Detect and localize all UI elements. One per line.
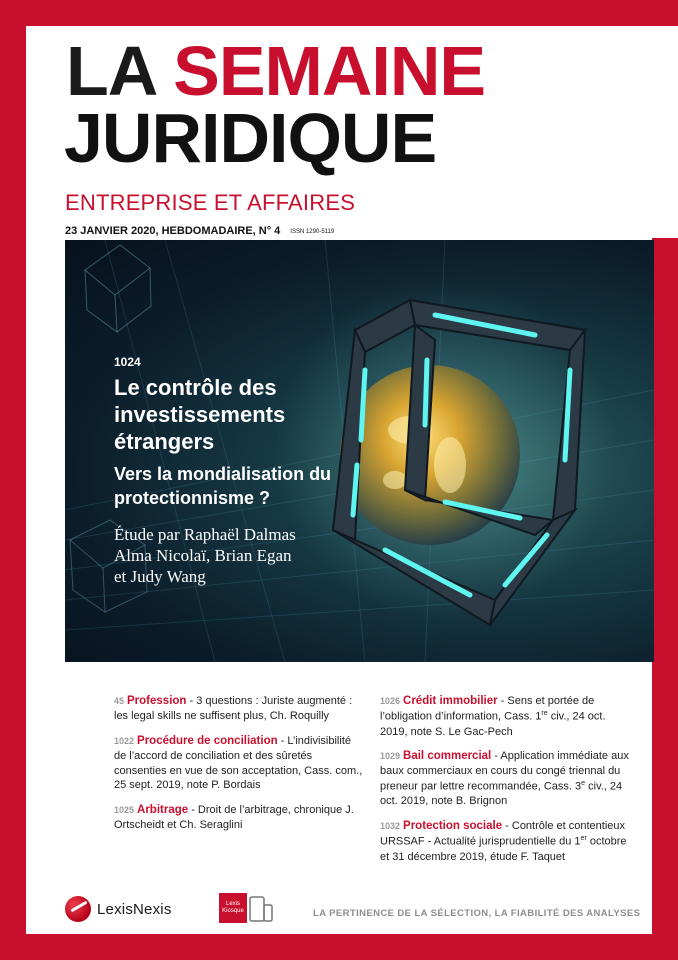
frame-right-bar xyxy=(652,238,678,960)
feature-title-line: investissements xyxy=(114,401,286,427)
toc-entry-text: - Droit de l’arbitrage, chronique J. Ortscheidt et Ch. Seraglini xyxy=(114,804,354,832)
masthead-juridique: JURIDIQUE xyxy=(64,99,437,177)
frame-top-bar xyxy=(0,0,678,26)
toc-entry-number: 45 xyxy=(114,696,125,706)
toc-entry-number: 1025 xyxy=(114,805,135,816)
toc-entry-heading: Procédure de conciliation xyxy=(137,734,278,747)
feature-subtitle xyxy=(114,463,434,509)
toc-entry-text: - Application immédiate aux baux commerciaux en cours du congé triennal du preneur par lettre recommandée, Cass. 3 xyxy=(380,750,629,793)
toc-entry-conciliation[interactable] xyxy=(114,734,366,793)
toc-entry-profession[interactable] xyxy=(114,694,366,724)
issn: ISSN 1290-5119 xyxy=(290,229,335,235)
toc-entry-credit-immobilier[interactable] xyxy=(380,694,632,739)
feature-title-line: étrangers xyxy=(114,428,215,454)
toc-entry-bail-commercial[interactable] xyxy=(380,749,632,809)
tablet-phone-icon xyxy=(249,895,273,925)
toc-entry-text: civ., 24 oct. 2019, note B. Brignon xyxy=(380,780,623,808)
feature-author-line: Étude par Raphaël Dalmas xyxy=(114,524,296,544)
feature-authors xyxy=(114,524,434,588)
toc-entry-heading: Crédit immobilier xyxy=(403,695,498,707)
toc-entry-heading: Bail commercial xyxy=(403,750,492,763)
toc-entry-text: - Sens et portée de l’obligation d’information, Cass. 1 xyxy=(380,695,595,723)
lexisnexis-wordmark: LexisNexis xyxy=(97,900,172,918)
toc-entry-arbitrage[interactable] xyxy=(114,803,366,833)
toc-entry-number: 1026 xyxy=(380,696,401,706)
issue-date: 23 JANVIER 2020, HEBDOMADAIRE, N° 4 xyxy=(65,225,281,237)
kiosque-line: Kiosque xyxy=(222,907,244,914)
feature-title xyxy=(114,375,434,455)
toc-entry-text: - 3 questions : Juriste augmenté : les legal skills ne suffisent plus, Ch. Roquilly xyxy=(114,695,353,723)
toc-right-column xyxy=(380,694,632,874)
kiosque-line: Lexis xyxy=(225,901,240,907)
lexisnexis-logo[interactable] xyxy=(65,896,172,922)
feature-subtitle-line: protectionnisme ? xyxy=(114,487,271,508)
feature-author-line: et Judy Wang xyxy=(114,567,206,587)
dateline xyxy=(65,225,334,237)
toc-entry-protection-sociale[interactable] xyxy=(380,819,632,864)
toc-entry-text: civ., 24 oct. 2019, note S. Le Gac-Pech xyxy=(380,710,606,738)
toc-entry-number: 1032 xyxy=(380,821,401,831)
feature-number: 1024 xyxy=(114,355,141,369)
toc-entry-number: 1029 xyxy=(380,751,401,762)
masthead-line-1 xyxy=(66,32,486,110)
toc-entry-sup: er xyxy=(580,835,587,843)
toc-entry-text: - Contrôle et contentieux URSSAF - Actualité jurisprudentielle du 1 xyxy=(380,820,625,848)
feature-subtitle-line: Vers la mondialisation du xyxy=(114,464,332,485)
frame-bottom-bar xyxy=(0,934,678,960)
footer-tagline: LA PERTINENCE DE LA SÉLECTION, LA FIABILITÉ DES ANALYSES xyxy=(313,908,641,919)
edition-title: ENTREPRISE ET AFFAIRES xyxy=(65,190,356,215)
masthead-semaine: SEMAINE xyxy=(173,32,486,110)
toc-entry-heading: Arbitrage xyxy=(137,804,189,817)
feature-author-line: Alma Nicolaï, Brian Egan xyxy=(114,545,292,565)
toc-entry-text: - L’indivisibilité de l’accord de conciliation et des sûretés consenties en vue de son acceptation, Cass. com., 25 sept. 2019, note P. Bordais xyxy=(114,734,363,792)
toc-entry-sup: e xyxy=(581,780,586,788)
masthead-la: LA xyxy=(66,32,155,110)
toc-entry-number: 1022 xyxy=(114,735,135,746)
feature-title-line: Le contrôle des xyxy=(114,375,277,400)
toc-entry-sup: re xyxy=(541,710,548,718)
toc-left-column xyxy=(114,694,366,843)
lexis-kiosque-badge[interactable] xyxy=(219,893,247,923)
toc-entry-heading: Protection sociale xyxy=(403,820,503,832)
frame-left-bar xyxy=(0,0,26,960)
feature-article[interactable] xyxy=(114,355,434,587)
toc-entry-heading: Profession xyxy=(127,695,187,707)
lexisnexis-globe-icon xyxy=(65,896,91,922)
toc-entry-text: octobre et 31 décembre 2019, étude F. Taquet xyxy=(380,835,627,863)
